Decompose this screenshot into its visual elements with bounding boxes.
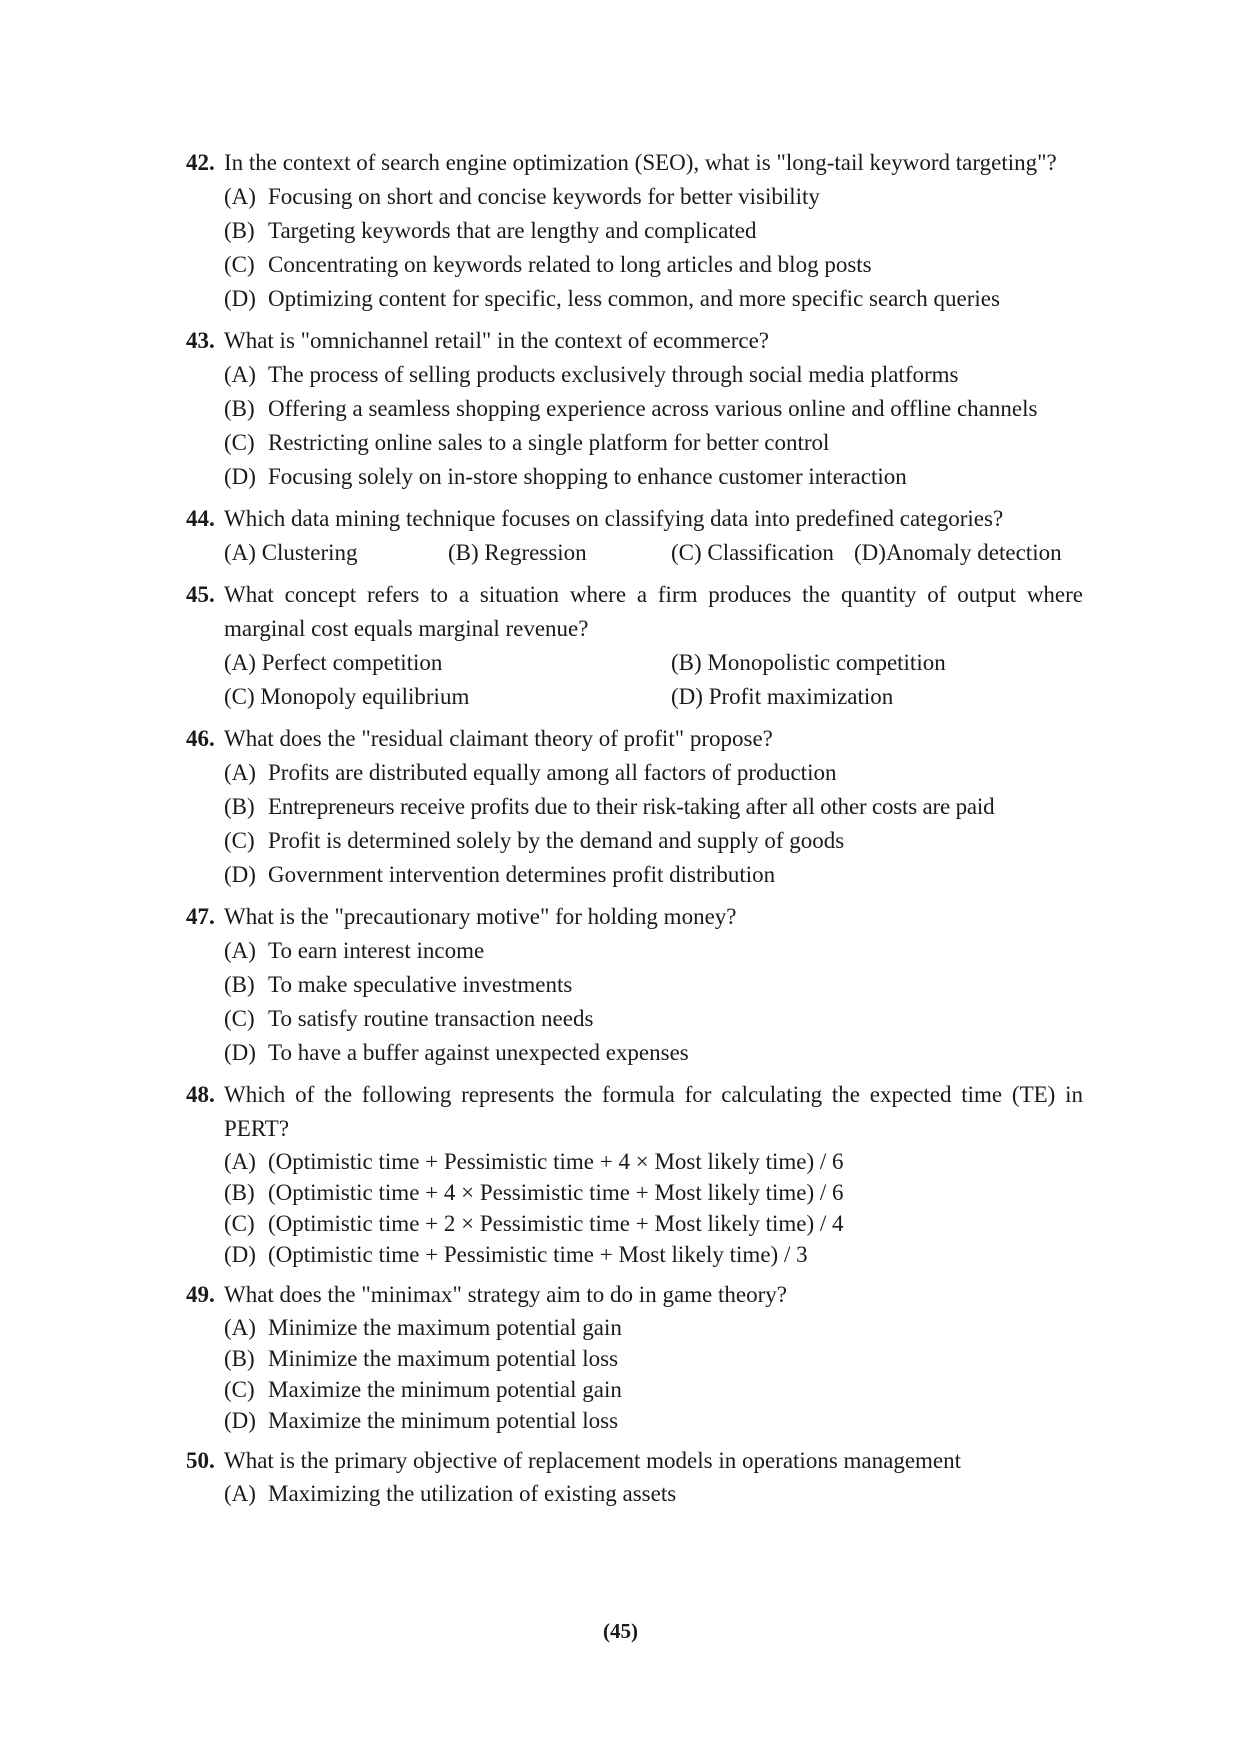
option-text: Anomaly detection xyxy=(885,540,1062,565)
option-label: (A) xyxy=(224,362,256,387)
question-number: 46. xyxy=(186,726,215,751)
question-text: What concept refers to a situation where a firm produces the quantity of output where marginal cost equals marginal revenue? xyxy=(224,582,1083,641)
option-label: (D) xyxy=(224,286,256,311)
options xyxy=(224,1312,1083,1436)
option-text: Profits are distributed equally among all factors of production xyxy=(268,760,837,785)
question-text: What is the primary objective of replacement models in operations management xyxy=(224,1448,962,1473)
option-label: (A) xyxy=(224,1149,256,1174)
page-number: (45) xyxy=(603,1619,638,1643)
question-48 xyxy=(186,1078,1083,1270)
option-text: Optimizing content for specific, less common, and more specific search queries xyxy=(268,286,1000,311)
option-label: (D) xyxy=(854,540,886,565)
option-d xyxy=(671,680,1083,714)
question-text: Which data mining technique focuses on classifying data into predefined categories? xyxy=(224,506,1004,531)
options xyxy=(224,1478,1083,1509)
option-label: (A) xyxy=(224,1481,256,1506)
option-text: Profit maximization xyxy=(708,684,894,709)
option-a xyxy=(224,180,1083,214)
question-number: 49. xyxy=(186,1282,215,1307)
option-label: (A) xyxy=(224,540,256,565)
option-c xyxy=(224,824,1083,858)
question-number: 44. xyxy=(186,506,215,531)
option-d xyxy=(224,1036,1083,1070)
option-b xyxy=(671,646,1083,680)
option-text: (Optimistic time + Pessimistic time + Most likely time) / 3 xyxy=(268,1242,808,1267)
option-label: (C) xyxy=(671,540,702,565)
option-a xyxy=(224,934,1083,968)
option-label: (C) xyxy=(224,684,255,709)
option-c xyxy=(224,1002,1083,1036)
option-text: Regression xyxy=(484,540,587,565)
option-label: (B) xyxy=(224,794,255,819)
option-text: Focusing on short and concise keywords for better visibility xyxy=(268,184,820,209)
question-text: In the context of search engine optimization (SEO), what is "long-tail keyword targeting"? xyxy=(224,150,1057,175)
option-label: (C) xyxy=(224,1377,255,1402)
option-d xyxy=(224,1239,1083,1270)
option-d xyxy=(224,858,1083,892)
option-text: Minimize the maximum potential loss xyxy=(268,1346,619,1371)
options xyxy=(224,756,1083,892)
option-label: (A) xyxy=(224,1315,256,1340)
option-label: (C) xyxy=(224,828,255,853)
options xyxy=(224,1146,1083,1270)
option-a xyxy=(224,756,1083,790)
option-text: Profit is determined solely by the demand and supply of goods xyxy=(268,828,845,853)
option-b xyxy=(224,392,1083,426)
question-45 xyxy=(186,578,1083,714)
option-c xyxy=(224,680,671,714)
question-list xyxy=(186,146,1083,1517)
question-text: What is "omnichannel retail" in the context of ecommerce? xyxy=(224,328,770,353)
question-43 xyxy=(186,324,1083,494)
option-label: (A) xyxy=(224,938,256,963)
question-number: 45. xyxy=(186,582,215,607)
option-a xyxy=(224,358,1083,392)
option-text: To have a buffer against unexpected expenses xyxy=(268,1040,689,1065)
option-label: (B) xyxy=(224,1180,255,1205)
options xyxy=(224,536,1083,570)
option-label: (D) xyxy=(224,1408,256,1433)
option-a xyxy=(224,536,448,570)
option-b xyxy=(224,1177,1083,1208)
options xyxy=(224,180,1083,316)
option-b xyxy=(448,536,671,570)
option-text: Restricting online sales to a single platform for better control xyxy=(268,430,830,455)
question-44 xyxy=(186,502,1083,570)
question-42 xyxy=(186,146,1083,316)
option-label: (D) xyxy=(224,862,256,887)
option-b xyxy=(224,1343,1083,1374)
option-b xyxy=(224,790,1083,824)
option-label: (B) xyxy=(224,218,255,243)
option-a xyxy=(224,1478,1083,1509)
option-text: Maximize the minimum potential gain xyxy=(268,1377,622,1402)
option-label: (B) xyxy=(448,540,479,565)
option-d xyxy=(224,282,1083,316)
option-label: (D) xyxy=(671,684,703,709)
option-c xyxy=(224,1208,1083,1239)
option-label: (A) xyxy=(224,184,256,209)
option-a xyxy=(224,646,671,680)
option-c xyxy=(224,248,1083,282)
options xyxy=(224,934,1083,1070)
option-a xyxy=(224,1312,1083,1343)
question-50 xyxy=(186,1444,1083,1509)
option-text: Offering a seamless shopping experience across various online and offline channels xyxy=(268,396,1038,421)
option-text: To make speculative investments xyxy=(268,972,573,997)
option-c xyxy=(671,536,854,570)
option-b xyxy=(224,968,1083,1002)
option-text: (Optimistic time + Pessimistic time + 4 × Most likely time) / 6 xyxy=(268,1149,844,1174)
question-number: 50. xyxy=(186,1448,215,1473)
question-49 xyxy=(186,1278,1083,1436)
question-number: 42. xyxy=(186,150,215,175)
option-label: (B) xyxy=(224,972,255,997)
option-text: Classification xyxy=(707,540,834,565)
question-number: 47. xyxy=(186,904,215,929)
question-47 xyxy=(186,900,1083,1070)
option-text: Clustering xyxy=(261,540,358,565)
option-d xyxy=(224,1405,1083,1436)
option-label: (A) xyxy=(224,650,256,675)
option-label: (C) xyxy=(224,1211,255,1236)
option-label: (A) xyxy=(224,760,256,785)
option-text: The process of selling products exclusively through social media platforms xyxy=(268,362,959,387)
option-a xyxy=(224,1146,1083,1177)
option-text: Maximize the minimum potential loss xyxy=(268,1408,619,1433)
option-label: (C) xyxy=(224,252,255,277)
option-text: To earn interest income xyxy=(268,938,485,963)
option-text: Minimize the maximum potential gain xyxy=(268,1315,622,1340)
option-label: (B) xyxy=(671,650,702,675)
question-number: 43. xyxy=(186,328,215,353)
question-46 xyxy=(186,722,1083,892)
option-text: Maximizing the utilization of existing assets xyxy=(268,1481,677,1506)
option-d xyxy=(224,460,1083,494)
question-text: What does the "minimax" strategy aim to do in game theory? xyxy=(224,1282,787,1307)
option-label: (D) xyxy=(224,464,256,489)
option-text: Concentrating on keywords related to long articles and blog posts xyxy=(268,252,872,277)
option-text: To satisfy routine transaction needs xyxy=(268,1006,594,1031)
option-text: (Optimistic time + 4 × Pessimistic time + Most likely time) / 6 xyxy=(268,1180,844,1205)
option-text: Government intervention determines profit distribution xyxy=(268,862,776,887)
option-d xyxy=(854,536,1062,570)
option-text: Monopoly equilibrium xyxy=(260,684,470,709)
option-label: (D) xyxy=(224,1040,256,1065)
option-text: Entrepreneurs receive profits due to their risk-taking after all other costs are paid xyxy=(268,794,995,819)
option-text: (Optimistic time + 2 × Pessimistic time + Most likely time) / 4 xyxy=(268,1211,844,1236)
option-label: (D) xyxy=(224,1242,256,1267)
options xyxy=(224,358,1083,494)
question-number: 48. xyxy=(186,1082,215,1107)
option-label: (B) xyxy=(224,396,255,421)
options xyxy=(224,646,1083,714)
option-text: Targeting keywords that are lengthy and complicated xyxy=(268,218,757,243)
option-label: (C) xyxy=(224,430,255,455)
option-label: (C) xyxy=(224,1006,255,1031)
option-b xyxy=(224,214,1083,248)
option-c xyxy=(224,1374,1083,1405)
question-text: What does the "residual claimant theory of profit" propose? xyxy=(224,726,773,751)
option-label: (B) xyxy=(224,1346,255,1371)
question-text: What is the "precautionary motive" for holding money? xyxy=(224,904,737,929)
option-c xyxy=(224,426,1083,460)
question-text: Which of the following represents the formula for calculating the expected time (TE) in PERT? xyxy=(224,1082,1083,1141)
option-text: Monopolistic competition xyxy=(707,650,946,675)
option-text: Focusing solely on in-store shopping to enhance customer interaction xyxy=(268,464,907,489)
option-text: Perfect competition xyxy=(261,650,443,675)
